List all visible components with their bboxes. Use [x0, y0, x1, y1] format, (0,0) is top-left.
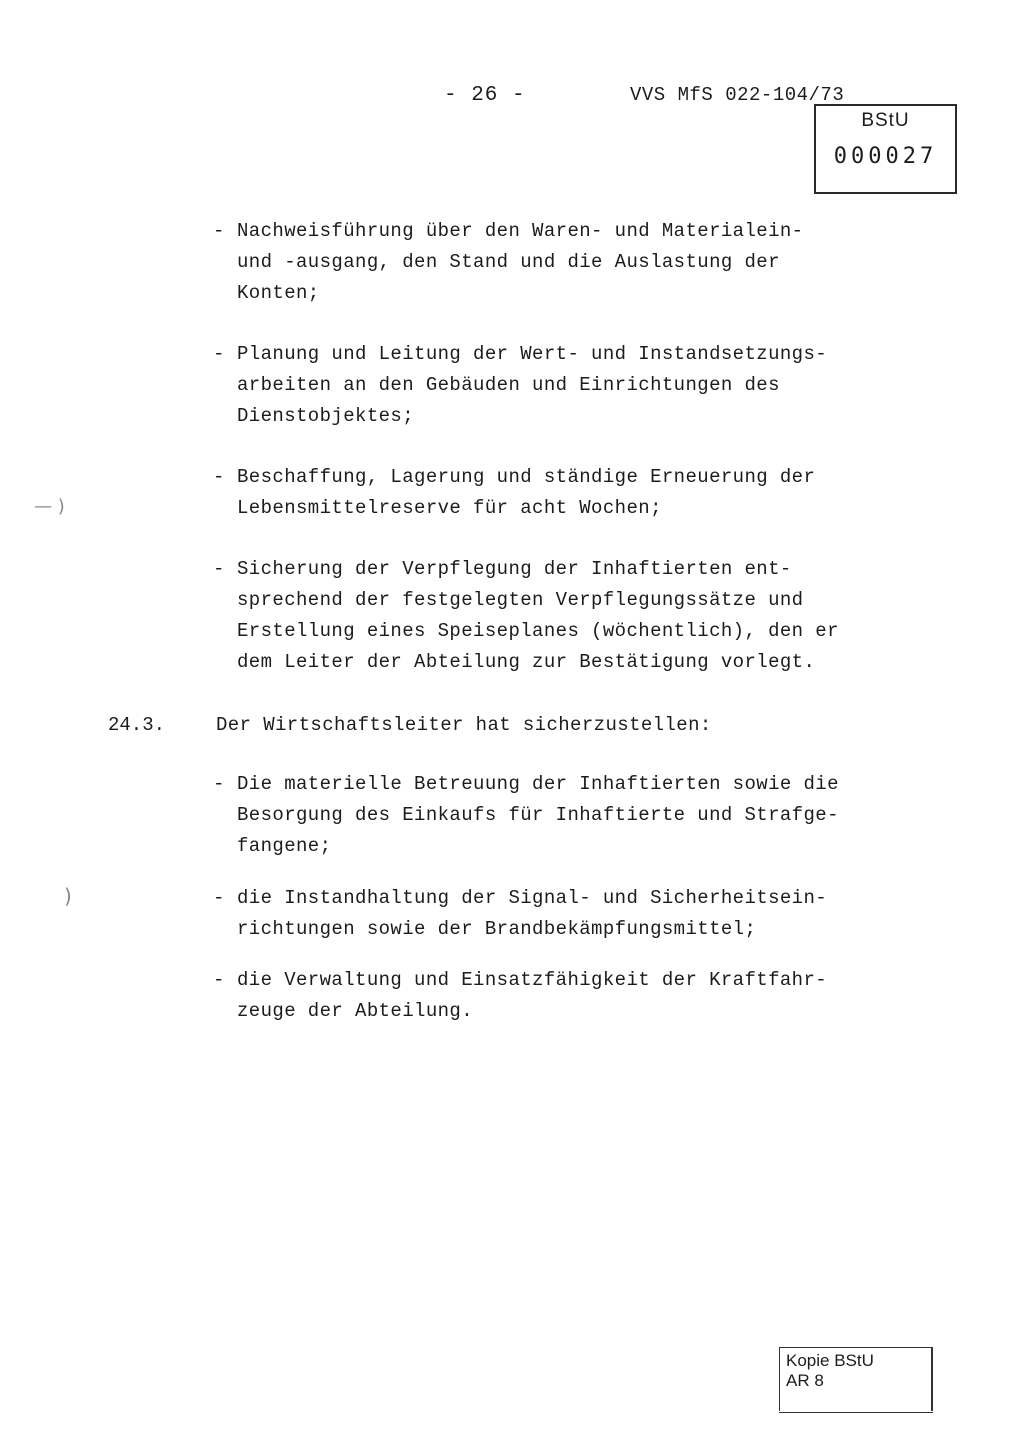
section-number: 24.3. — [108, 714, 166, 736]
bullet-dash: - — [213, 558, 225, 580]
item-line: Besorgung des Einkaufs für Inhaftierte und Strafge- — [237, 804, 839, 826]
bullet-dash: - — [213, 887, 225, 909]
item-line: Planung und Leitung der Wert- und Instandsetzungs- — [237, 343, 828, 365]
item-line: Beschaffung, Lagerung und ständige Erneuerung der — [237, 466, 816, 488]
bullet-dash: - — [213, 220, 225, 242]
reference-number: VVS MfS 022-104/73 — [630, 84, 845, 106]
item-line: Konten; — [237, 282, 320, 304]
item-line: Lebensmittelreserve für acht Wochen; — [237, 497, 662, 519]
item-line: richtungen sowie der Brandbekämpfungsmittel; — [237, 918, 757, 940]
item-line: Erstellung eines Speiseplanes (wöchentlich), den er — [237, 620, 839, 642]
item-line: Die materielle Betreuung der Inhaftierten sowie die — [237, 773, 839, 795]
item-line: arbeiten an den Gebäuden und Einrichtungen des — [237, 374, 780, 396]
copy-stamp-line: AR 8 — [786, 1371, 824, 1390]
bstu-stamp — [814, 104, 957, 194]
bullet-dash: - — [213, 343, 225, 365]
item-line: Sicherung der Verpflegung der Inhaftierten ent- — [237, 558, 792, 580]
item-line: die Verwaltung und Einsatzfähigkeit der Kraftfahr- — [237, 969, 828, 991]
copy-stamp-line: Kopie BStU — [786, 1351, 874, 1370]
scan-mark-icon: ) — [64, 884, 72, 908]
stamp-number: 000027 — [833, 144, 938, 169]
item-line: Nachweisführung über den Waren- und Materialein- — [237, 220, 804, 242]
item-line: die Instandhaltung der Signal- und Sicherheitsein- — [237, 887, 828, 909]
bullet-dash: - — [213, 773, 225, 795]
item-line: dem Leiter der Abteilung zur Bestätigung vorlegt. — [237, 651, 816, 673]
page-number: - 26 - — [444, 84, 526, 107]
item-line: zeuge der Abteilung. — [237, 1000, 474, 1022]
copy-stamp — [779, 1347, 933, 1411]
bullet-dash: - — [213, 466, 225, 488]
item-line: fangene; — [237, 835, 332, 857]
item-line: sprechend der festgelegten Verpflegungssätze und — [237, 589, 804, 611]
item-line: und -ausgang, den Stand und die Auslastung der — [237, 251, 780, 273]
stamp-title: BStU — [861, 110, 910, 131]
bullet-dash: - — [213, 969, 225, 991]
section-heading: Der Wirtschaftsleiter hat sicherzustellen: — [216, 714, 712, 736]
scan-mark-icon: — ) — [34, 496, 65, 517]
item-line: Dienstobjektes; — [237, 405, 415, 427]
copy-stamp-underline — [779, 1412, 933, 1413]
